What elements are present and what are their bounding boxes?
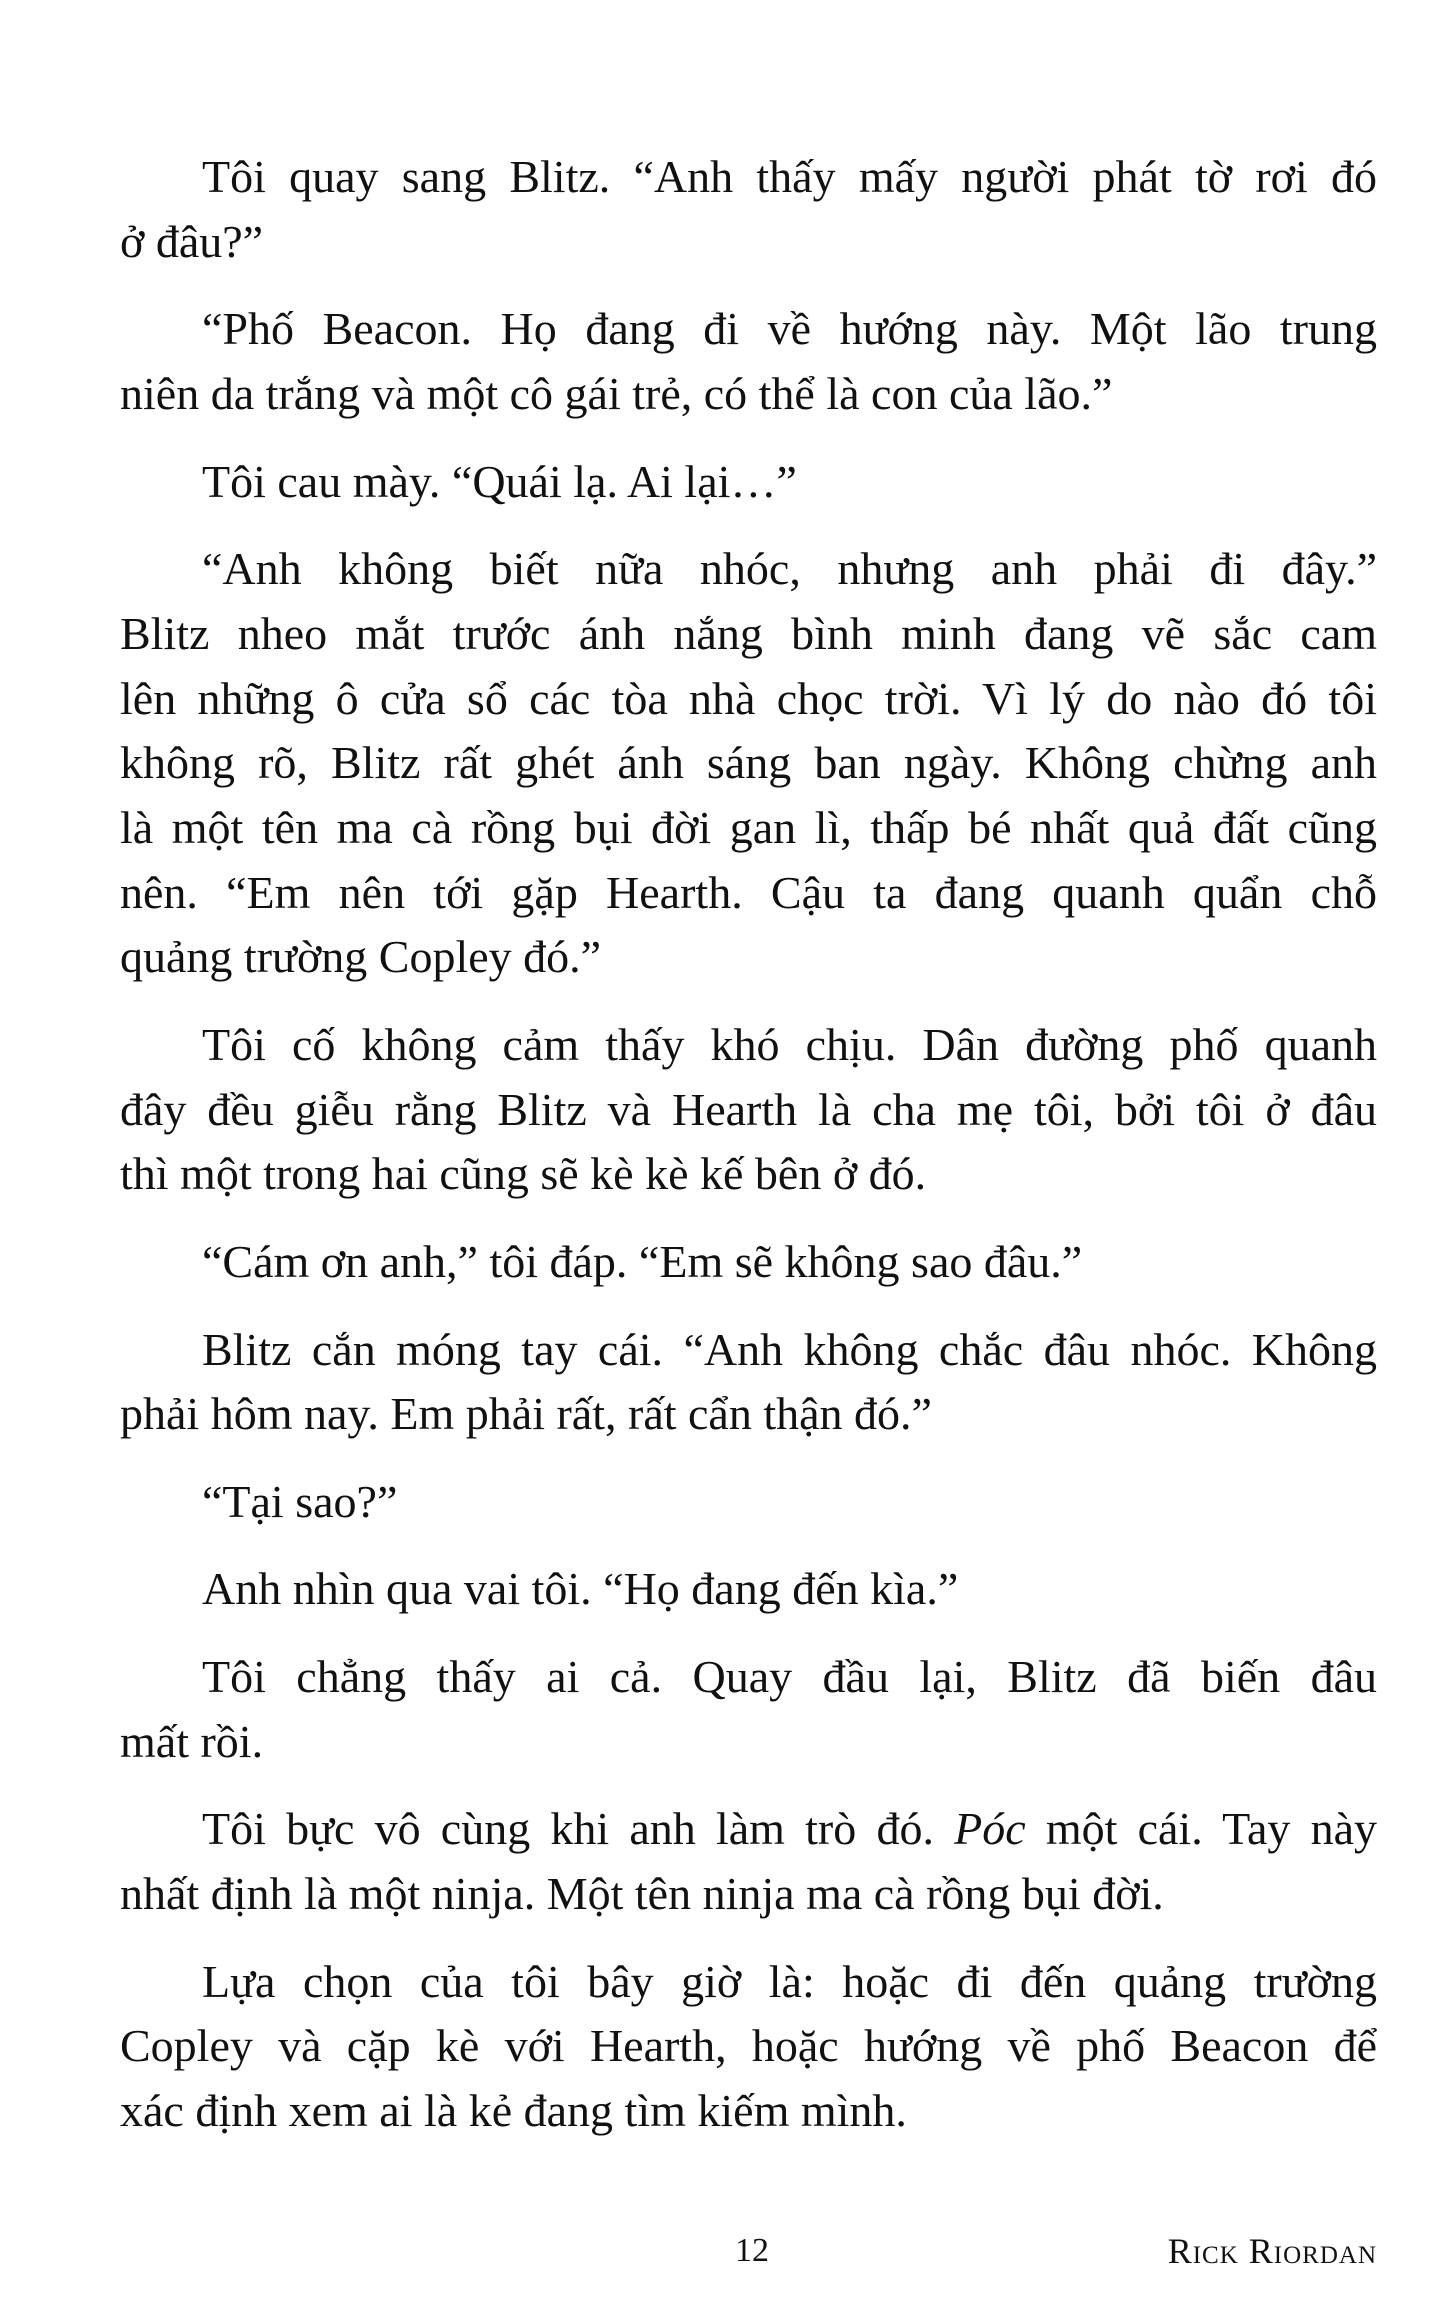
paragraph <box>120 450 1377 515</box>
text-line <box>120 1078 1377 1143</box>
text-line <box>120 1797 1377 1862</box>
italic-text: Póc <box>954 1803 1026 1855</box>
text-segment: Blitz nheo mắt trước ánh nắng bình minh đang vẽ sắc cam <box>120 607 1377 659</box>
text-line <box>120 145 1377 210</box>
text-segment: phải hôm nay. Em phải rất, rất cẩn thận đó.” <box>120 1388 932 1440</box>
body-text <box>120 145 1377 2167</box>
text-segment: ở đâu?” <box>120 215 264 267</box>
text-line <box>120 1230 1377 1295</box>
text-segment: Blitz cắn móng tay cái. “Anh không chắc đâu nhóc. Không <box>202 1323 1377 1375</box>
paragraph <box>120 1645 1377 1774</box>
paragraph <box>120 1230 1377 1295</box>
paragraph <box>120 537 1377 990</box>
text-line <box>120 2014 1377 2079</box>
text-line <box>120 362 1377 427</box>
text-segment: Tôi quay sang Blitz. “Anh thấy mấy người phát tờ rơi đó <box>202 151 1377 202</box>
page-number: 12 <box>735 2232 769 2269</box>
text-line <box>120 537 1377 602</box>
text-line <box>120 1142 1377 1207</box>
text-segment: “Anh không biết nữa nhóc, nhưng anh phải đi đây.” <box>202 543 1377 595</box>
text-line <box>120 1318 1377 1383</box>
paragraph <box>120 1013 1377 1207</box>
paragraph <box>120 145 1377 274</box>
text-line <box>120 1710 1377 1775</box>
text-line <box>120 2079 1377 2144</box>
text-segment: “Cám ơn anh,” tôi đáp. “Em sẽ không sao đâu.” <box>202 1236 1083 1287</box>
text-segment: Anh nhìn qua vai tôi. “Họ đang đến kìa.” <box>202 1563 959 1615</box>
text-line <box>120 602 1377 667</box>
text-segment: nhất định là một ninja. Một tên ninja ma cà rồng bụi đời. <box>120 1868 1164 1920</box>
text-segment: “Phố Beacon. Họ đang đi về hướng này. Một lão trung <box>202 303 1377 355</box>
paragraph <box>120 1950 1377 2144</box>
text-segment: niên da trắng và một cô gái trẻ, có thể là con của lão.” <box>120 368 1113 419</box>
text-segment: lên những ô cửa sổ các tòa nhà chọc trời. Vì lý do nào đó tôi <box>120 672 1377 724</box>
text-line <box>120 450 1377 515</box>
paragraph <box>120 1470 1377 1535</box>
text-line <box>120 1557 1377 1622</box>
text-line <box>120 1470 1377 1535</box>
text-segment: nên. “Em nên tới gặp Hearth. Cậu ta đang quanh quẩn chỗ <box>120 866 1377 918</box>
text-line <box>120 297 1377 362</box>
text-line <box>120 925 1377 990</box>
text-segment: xác định xem ai là kẻ đang tìm kiếm mình. <box>120 2085 907 2137</box>
running-head-author: Rick Riordan <box>1167 2231 1377 2271</box>
text-line <box>120 210 1377 275</box>
text-line <box>120 1862 1377 1927</box>
text-line <box>120 1013 1377 1078</box>
text-segment: đây đều giễu rằng Blitz và Hearth là cha mẹ tôi, bởi tôi ở đâu <box>120 1083 1377 1135</box>
paragraph <box>120 1557 1377 1622</box>
text-line <box>120 731 1377 796</box>
text-line <box>120 1382 1377 1447</box>
text-segment: Tôi cố không cảm thấy khó chịu. Dân đường phố quanh <box>202 1019 1377 1070</box>
paragraph <box>120 1318 1377 1447</box>
paragraph <box>120 297 1377 426</box>
text-line <box>120 667 1377 732</box>
text-line <box>120 1645 1377 1710</box>
text-segment: Tôi cau mày. “Quái lạ. Ai lại…” <box>202 455 797 507</box>
text-segment: quảng trường Copley đó.” <box>120 931 602 983</box>
text-segment: Copley và cặp kè với Hearth, hoặc hướng về phố Beacon để <box>120 2020 1377 2072</box>
text-segment: mất rồi. <box>120 1715 264 1767</box>
text-line <box>120 796 1377 861</box>
text-line <box>120 1950 1377 2015</box>
text-segment: thì một trong hai cũng sẽ kè kè kế bên ở đó. <box>120 1148 927 1200</box>
text-segment: Tôi bực vô cùng khi anh làm trò đó. <box>202 1803 955 1855</box>
text-line <box>120 861 1377 926</box>
text-segment: là một tên ma cà rồng bụi đời gan lì, thấp bé nhất quả đất cũng <box>120 802 1377 853</box>
text-segment: Lựa chọn của tôi bây giờ là: hoặc đi đến quảng trường <box>202 1955 1377 2007</box>
text-segment: một cái. Tay này <box>1025 1803 1377 1855</box>
text-segment: không rõ, Blitz rất ghét ánh sáng ban ngày. Không chừng anh <box>120 737 1377 789</box>
text-segment: “Tại sao?” <box>202 1475 398 1527</box>
paragraph <box>120 1797 1377 1926</box>
text-segment: Tôi chẳng thấy ai cả. Quay đầu lại, Blitz đã biến đâu <box>202 1651 1377 1703</box>
